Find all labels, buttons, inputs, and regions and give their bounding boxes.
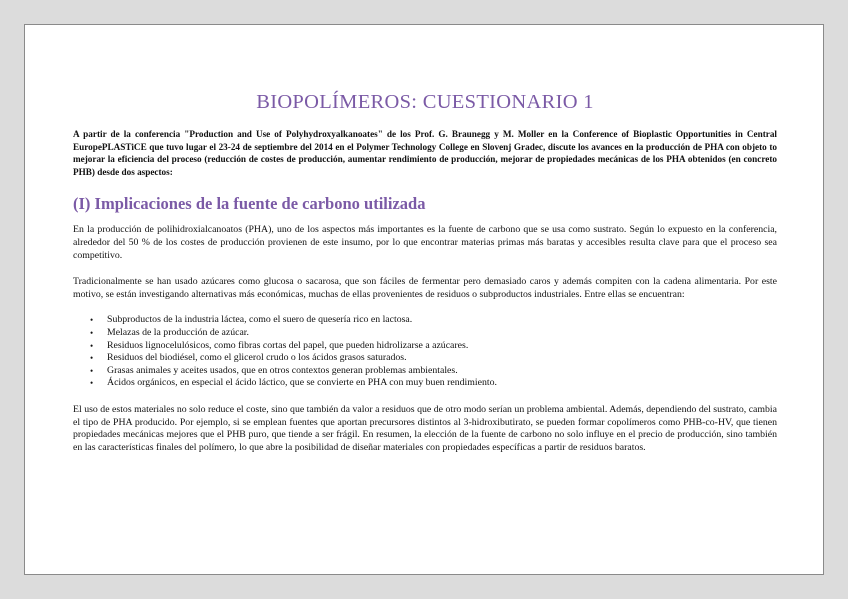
list-item (90, 364, 777, 378)
list-item (90, 352, 777, 365)
section-heading: (I) Implicaciones de la fuente de carbono utilizada (73, 194, 426, 214)
list-item-text: Ácidos orgánicos, en especial el ácido láctico, que se convierte en PHA con muy buen rendimiento. (107, 377, 497, 389)
list-item-text: Residuos del biodiésel, como el glicerol crudo o los ácidos grasos saturados. (107, 352, 407, 364)
intro-paragraph: A partir de la conferencia "Production and Use of Polyhydroxyalkanoates" de los Prof. G. Braunegg y M. Moller en la Conference of Bioplastic Opportunities in Central EuropePLASTiCE que tuvo lugar el 23-24 de septiembre del 2014 en el Polymer Technology College en Slovenj Gradec, discute los avances en la producción de PHA con objeto to mejorar la eficiencia del proceso (reducción de costes de producción, aumentar rendimiento de producción, mejorar de propiedades mecánicas de los PHA obtenidos (en concreto PHB) desde dos aspectos: (73, 129, 777, 177)
list-item (90, 326, 777, 340)
document-page (24, 24, 824, 575)
bullet-icon: • (90, 315, 94, 326)
body-paragraph: Tradicionalmente se han usado azúcares como glucosa o sacarosa, que son fáciles de fermentar pero demasiado caros y además compiten con la cadena alimentaria. Por este motivo, se están investigando alternativas más económicas, muchas de ellas provenientes de residuos o subproductos industriales. Entre ellas se encuentran: (73, 276, 777, 300)
list-item-text: Residuos lignocelulósicos, como fibras cortas del papel, que pueden hidrolizarse a azúcares. (107, 339, 469, 351)
list-item (90, 314, 777, 327)
substrate-list (73, 314, 777, 390)
bullet-icon: • (90, 353, 94, 364)
bullet-icon: • (90, 365, 94, 376)
document-content (73, 90, 777, 454)
bullet-icon: • (90, 327, 94, 338)
body-paragraph: En la producción de polihidroxialcanoatos (PHA), uno de los aspectos más importantes es la fuente de carbono que se usa como sustrato. Según lo expuesto en la conferencia, alrededor del 50 % de los costes de producción provienen de este insumo, por lo que encontrar materias primas más baratas y accesibles resulta clave para que el proceso sea competitivo. (73, 224, 777, 261)
list-item-text: Subproductos de la industria láctea, como el suero de quesería rico en lactosa. (107, 314, 413, 326)
list-item (90, 377, 777, 390)
bullet-icon: • (90, 378, 94, 389)
list-item-text: Melazas de la producción de azúcar. (107, 326, 249, 338)
list-item-text: Grasas animales y aceites usados, que en otros contextos generan problemas ambientales. (107, 364, 458, 376)
bullet-icon: • (90, 340, 94, 351)
document-title: BIOPOLÍMEROS: CUESTIONARIO 1 (256, 91, 594, 113)
list-item (90, 339, 777, 353)
closing-paragraph: El uso de estos materiales no solo reduce el coste, sino que también da valor a residuos que de otro modo serían un problema ambiental. Además, dependiendo del sustrato, cambia el tipo de PHA producido. Por ejemplo, si se emplean fuentes que aportan precursores distintos al 3-hidroxibutirato, se pueden formar copolímeros como PHB-co-HV, que tienen propiedades mecánicas mejores que el PHB puro, que tiende a ser frágil. En resumen, la elección de la fuente de carbono no solo influye en el precio de producción, sino también en las características finales del polímero, lo que abre la posibilidad de diseñar materiales con propiedades específicas a partir de residuos baratos. (73, 403, 777, 453)
